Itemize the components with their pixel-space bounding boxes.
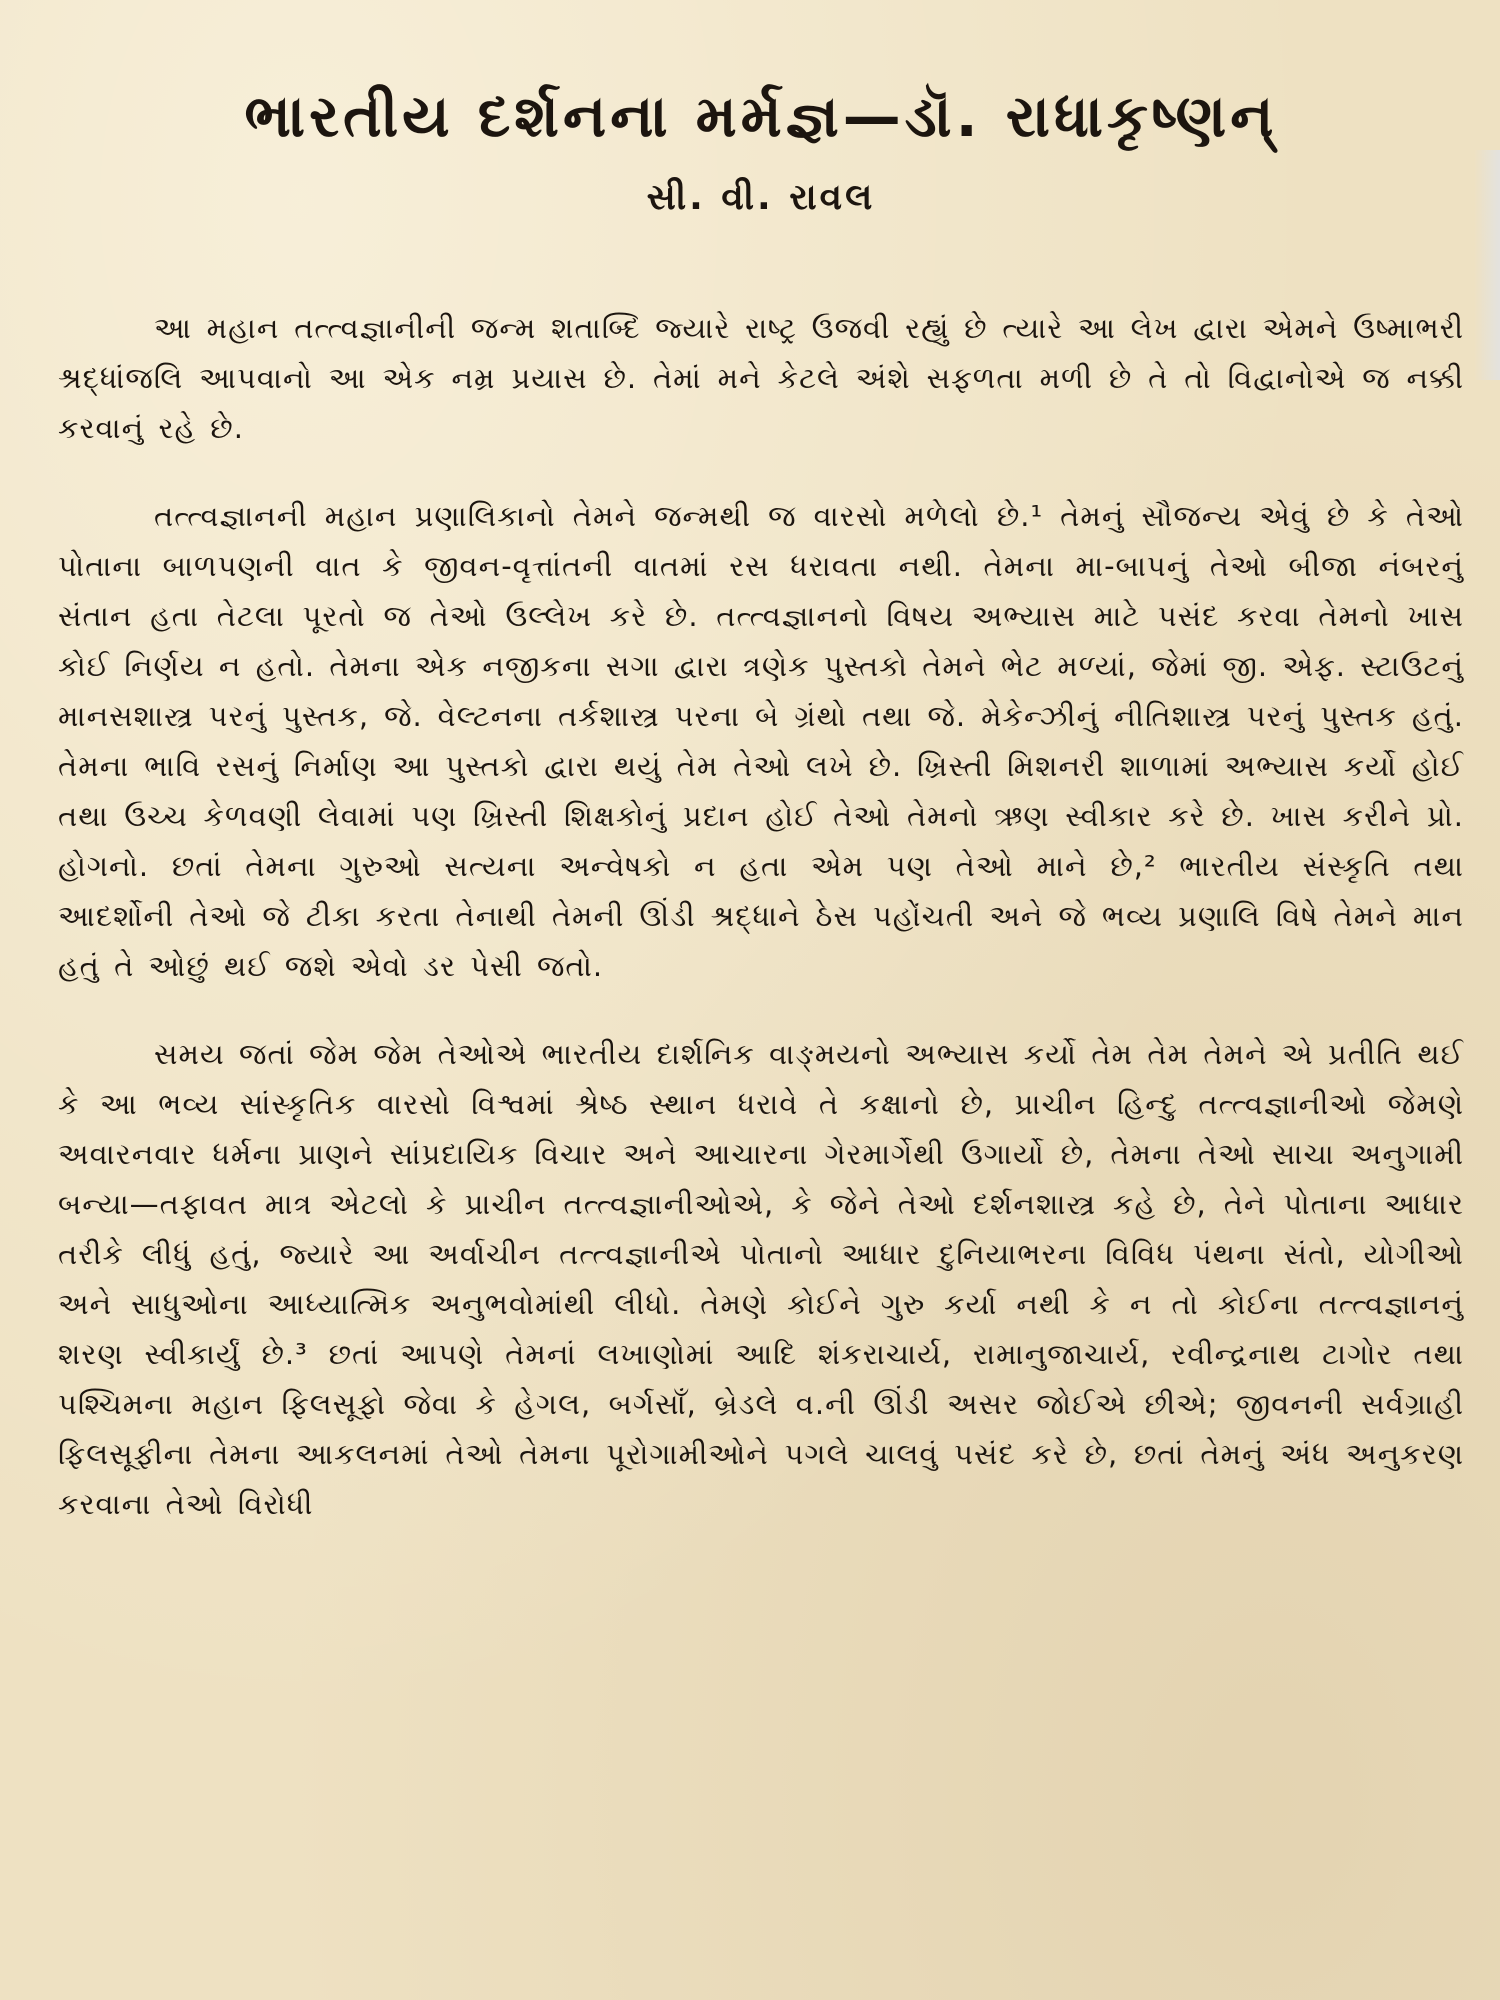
article-body <box>58 303 1464 1529</box>
adjacent-page-edge <box>1474 150 1500 380</box>
paragraph-3: સમય જતાં જેમ જેમ તેઓએ ભારતીય દાર્શનિક વાઙ્મયનો અભ્યાસ કર્યો તેમ તેમ તેમને એ પ્રતીતિ થઈ કે આ ભવ્ય સાંસ્કૃતિક વારસો વિશ્વમાં શ્રેષ્ઠ સ્થાન ધરાવે તે કક્ષાનો છે, પ્રાચીન હિન્દુ તત્ત્વજ્ઞાનીઓ જેમણે અવારનવાર ધર્મના પ્રાણને સાંપ્રદાયિક વિચાર અને આચારના ગેરમાર્ગેથી ઉગાર્યો છે, તેમના તેઓ સાચા અનુગામી બન્યા—તફાવત માત્ર એટલો કે પ્રાચીન તત્ત્વજ્ઞાનીઓએ, કે જેને તેઓ દર્શનશાસ્ત્ર કહે છે, તેને પોતાના આધાર તરીકે લીધું હતું, જ્યારે આ અર્વાચીન તત્ત્વજ્ઞાનીએ પોતાનો આધાર દુનિયાભરના વિવિધ પંથના સંતો, યોગીઓ અને સાધુઓના આધ્યાત્મિક અનુભવોમાંથી લીધો. તેમણે કોઈને ગુરુ કર્યા નથી કે ન તો કોઈના તત્ત્વજ્ઞાનનું શરણ સ્વીકાર્યું છે.³ છતાં આપણે તેમનાં લખાણોમાં આદિ શંકરાચાર્ય, રામાનુજાચાર્ય, રવીન્દ્રનાથ ટાગોર તથા પશ્ચિમના મહાન ફિલસૂફો જેવા કે હેગલ, બર્ગસાઁ, બ્રેડલે વ.ની ઊંડી અસર જોઈએ છીએ; જીવનની સર્વગ્રાહી ફિલસૂફીના તેમના આકલનમાં તેઓ તેમના પૂરોગામીઓને પગલે ચાલવું પસંદ કરે છે, છતાં તેમનું અંધ અનુકરણ કરવાના તેઓ વિરોધી <box>58 1036 1464 1521</box>
article-title: ભારતીય દર્શનના મર્મજ્ઞ—ડૉ. રાધાકૃષ્ણન્ <box>244 82 1278 150</box>
paragraph-1: આ મહાન તત્ત્વજ્ઞાનીની જન્મ શતાબ્દિ જ્યારે રાષ્ટ્ર ઉજવી રહ્યું છે ત્યારે આ લેખ દ્વારા એમને ઉષ્માભરી શ્રદ્ધાંજલિ આપવાનો આ એક નમ્ર પ્રયાસ છે. તેમાં મને કેટલે અંશે સફળતા મળી છે તે તો વિદ્વાનોએ જ નક્કી કરવાનું રહે છે. <box>58 310 1464 445</box>
paragraph-2: તત્ત્વજ્ઞાનની મહાન પ્રણાલિકાનો તેમને જન્મથી જ વારસો મળેલો છે.¹ તેમનું સૌજન્ય એવું છે કે તેઓ પોતાના બાળપણની વાત કે જીવન-વૃત્તાંતની વાતમાં રસ ધરાવતા નથી. તેમના મા-બાપનું તેઓ બીજા નંબરનું સંતાન હતા તેટલા પૂરતો જ તેઓ ઉલ્લેખ કરે છે. તત્ત્વજ્ઞાનનો વિષય અભ્યાસ માટે પસંદ કરવા તેમનો ખાસ કોઈ નિર્ણય ન હતો. તેમના એક નજીકના સગા દ્વારા ત્રણેક પુસ્તકો તેમને ભેટ મળ્યાં, જેમાં જી. એફ. સ્ટાઉટનું માનસશાસ્ત્ર પરનું પુસ્તક, જે. વેલ્ટનના તર્કશાસ્ત્ર પરના બે ગ્રંથો તથા જે. મેકેન્ઝીનું નીતિશાસ્ત્ર પરનું પુસ્તક હતું. તેમના ભાવિ રસનું નિર્માણ આ પુસ્તકો દ્વારા થયું તેમ તેઓ લખે છે. ખ્રિસ્તી મિશનરી શાળામાં અભ્યાસ કર્યો હોઈ તથા ઉચ્ચ કેળવણી લેવામાં પણ ખ્રિસ્તી શિક્ષકોનું પ્રદાન હોઈ તેઓ તેમનો ઋણ સ્વીકાર કરે છે. ખાસ કરીને પ્રો. હોગનો. છતાં તેમના ગુરુઓ સત્યના અન્વેષકો ન હતા એમ પણ તેઓ માને છે,² ભારતીય સંસ્કૃતિ તથા આદર્શોની તેઓ જે ટીકા કરતા તેનાથી તેમની ઊંડી શ્રદ્ધાને ઠેસ પહોંચતી અને જે ભવ્ય પ્રણાલિ વિષે તેમને માન હતું તે ઓછું થઈ જશે એવો ડર પેસી જતો. <box>58 498 1464 983</box>
article-author: સી. વી. રાવલ <box>646 176 876 218</box>
